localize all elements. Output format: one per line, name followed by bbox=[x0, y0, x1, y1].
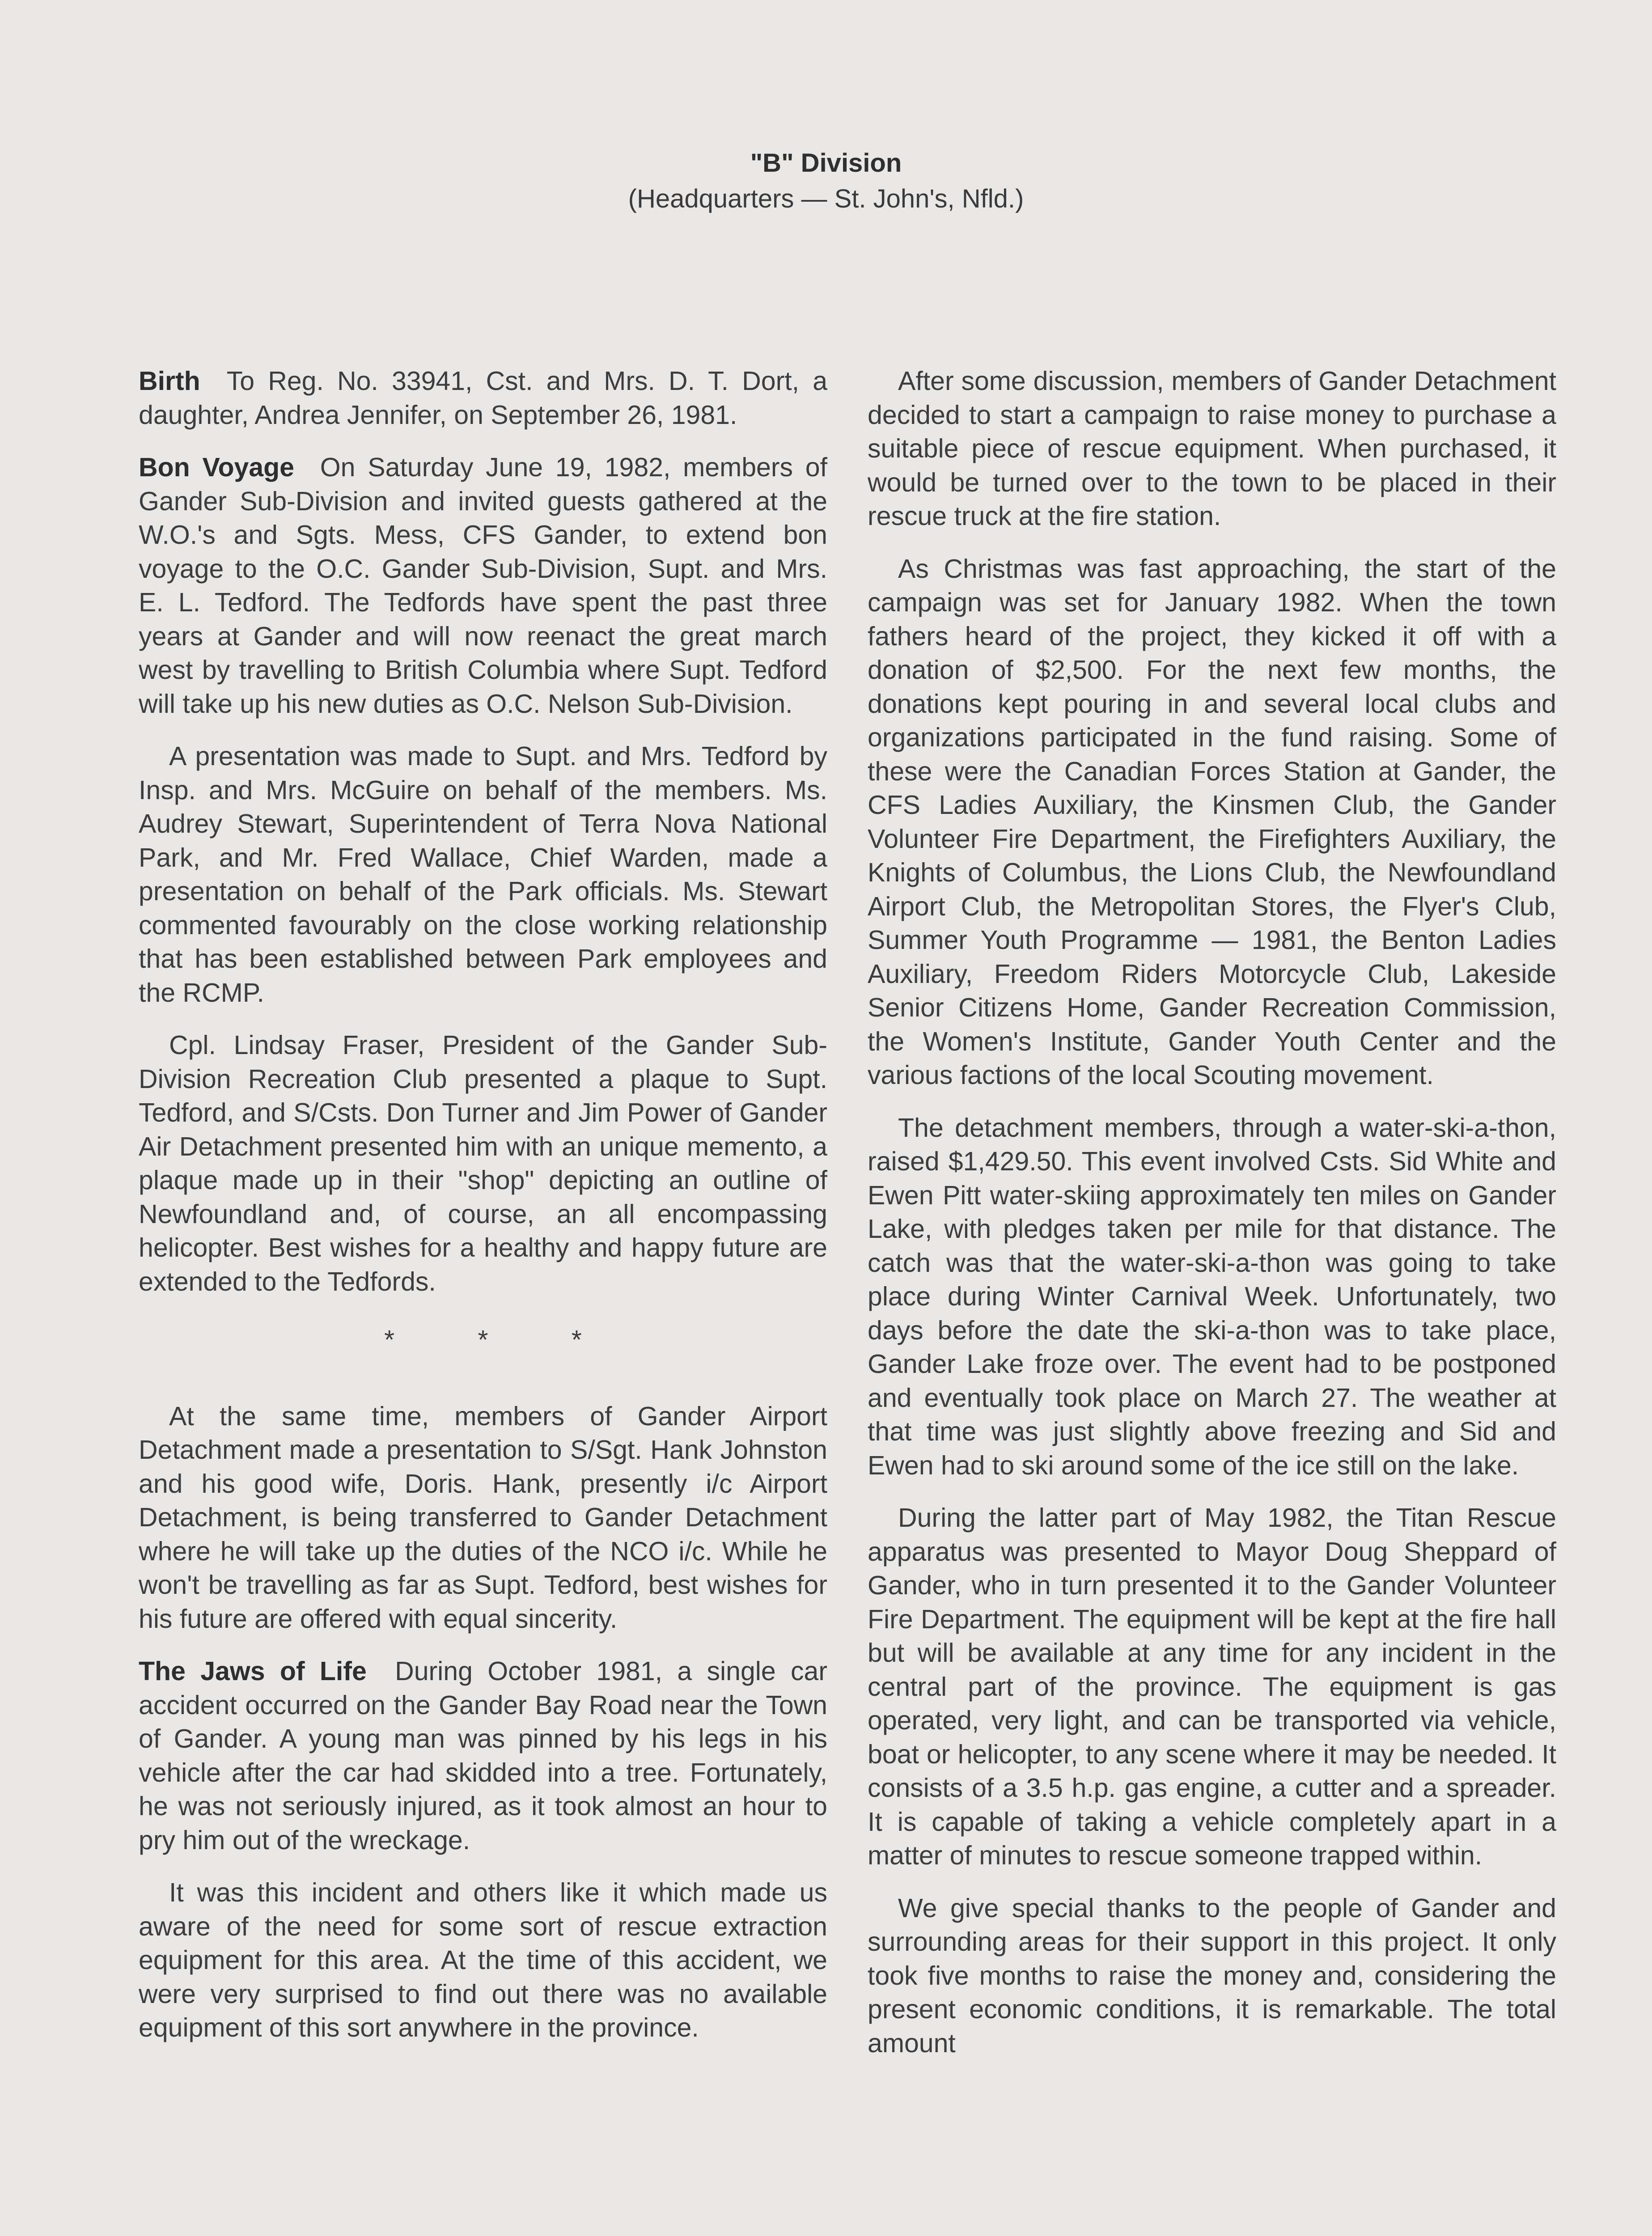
presentation-paragraph: A presentation was made to Supt. and Mrs. Tedford by Insp. and Mrs. McGuire on behalf of the members. Ms. Audrey Stewart, Superintendent of Terra Nova National Park, and Mr. Fred Wallace, Chief Warden, made a presentation on behalf of the Park officials. Ms. Stewart commented favourably on the close working relationship that has been established between Park employees and the RCMP. bbox=[139, 741, 827, 1008]
waterski-paragraph: The detachment members, through a water-ski-a-thon, raised $1,429.50. This event involved Csts. Sid White and Ewen Pitt water-skiing approximately ten miles on Gander Lake, with pledges taken per mile for that distance. The catch was that the water-ski-a-thon was going to take place during Winter Carnival Week. Unfortunately, two days before the date the ski-a-thon was to take place, Gander Lake froze over. The event had to be postponed and eventually took place on March 27. The weather at that time was just slightly above freezing and Sid and Ewen had to ski around some of the ice still on the lake. bbox=[868, 1113, 1556, 1480]
division-subtitle: (Headquarters — St. John's, Nfld.) bbox=[628, 184, 1024, 213]
jaws-heading: The Jaws of Life bbox=[139, 1656, 367, 1686]
campaign-paragraph: After some discussion, members of Gander Detachment decided to start a campaign to raise money to purchase a suitable piece of rescue equipment. When purchased, it would be turned over to the town to be placed in their rescue truck at the fire station. bbox=[868, 366, 1556, 531]
christmas-paragraph: As Christmas was fast approaching, the start of the campaign was set for January 1982. When the town fathers heard of the project, they kicked it off with a donation of $2,500. For the next few months, the donations kept pouring in and several local clubs and organizations participated in the fund raising. Some of these were the Canadian Forces Station at Gander, the CFS Ladies Auxiliary, the Kinsmen Club, the Gander Volunteer Fire Department, the Firefighters Auxiliary, the Knights of Columbus, the Lions Club, the Newfoundland Airport Club, the Metropolitan Stores, the Flyer's Club, Summer Youth Programme — 1981, the Benton Ladies Auxiliary, Freedom Riders Motorcycle Club, Lakeside Senior Citizens Home, Gander Recreation Commission, the Women's Institute, Gander Youth Center and the various factions of the local Scouting movement. bbox=[868, 554, 1556, 1090]
left-column bbox=[139, 364, 827, 2064]
birth-heading: Birth bbox=[139, 366, 200, 396]
jaws-text: During October 1981, a single car accident occurred on the Gander Bay Road near the Town of Gander. A young man was pinned by his legs in his vehicle after the car had skidded into a tree. Fortunately, he was not seriously injured, as it took almost an hour to pry him out of the wreckage. bbox=[139, 1656, 827, 1855]
fraser-paragraph: Cpl. Lindsay Fraser, President of the Gander Sub-Division Recreation Club presented a plaque to Supt. Tedford, and S/Csts. Don Turner and Jim Power of Gander Air Detachment presented him with an unique memento, a plaque made up in their "shop" depicting an outline of Newfoundland and, of course, an all encompassing helicopter. Best wishes for a healthy and happy future are extended to the Tedfords. bbox=[139, 1030, 827, 1296]
right-column bbox=[868, 364, 1556, 2079]
birth-paragraph bbox=[139, 364, 827, 432]
incident-paragraph: It was this incident and others like it which made us aware of the need for some sort of rescue extraction equipment for this area. At the time of this accident, we were very surprised to find out there was no available equipment of this sort anywhere in the province. bbox=[139, 1878, 827, 2042]
airport-paragraph: At the same time, members of Gander Airport Detachment made a presentation to S/Sgt. Hank Johnston and his good wife, Doris. Hank, presently i/c Airport Detachment, is being transferred to Gander Detachment where he will take up the duties of the NCO i/c. While he won't be travelling as far as Supt. Tedford, best wishes for his future are offered with equal sincerity. bbox=[139, 1401, 827, 1634]
birth-text: To Reg. No. 33941, Cst. and Mrs. D. T. Dort, a daughter, Andrea Jennifer, on September 26, 1981. bbox=[139, 366, 828, 430]
jaws-paragraph bbox=[139, 1655, 827, 1857]
thanks-paragraph: We give special thanks to the people of Gander and surrounding areas for their support in this project. It only took five months to raise the money and, considering the present economic conditions, it is remarkable. The total amount bbox=[868, 1893, 1556, 2058]
bon-voyage-text: On Saturday June 19, 1982, members of Gander Sub-Division and invited guests gathered at the W.O.'s and Sgts. Mess, CFS Gander, to extend bon voyage to the O.C. Gander Sub-Division, Supt. and Mrs. E. L. Tedford. The Tedfords have spent the past three years at Gander and will now reenact the great march west by travelling to British Columbia where Supt. Tedford will take up his new duties as O.C. Nelson Sub-Division. bbox=[139, 453, 827, 719]
bon-voyage-paragraph bbox=[139, 451, 827, 721]
titan-paragraph: During the latter part of May 1982, the Titan Rescue apparatus was presented to Mayor Doug Sheppard of Gander, who in turn presented it to the Gander Volunteer Fire Department. The equipment will be kept at the fire hall but will be available at any time for any incident in the central part of the province. The equipment is gas operated, very light, and can be transported via vehicle, boat or helicopter, to any scene where it may be needed. It consists of a 3.5 h.p. gas engine, a cutter and a spreader. It is capable of taking a vehicle completely apart in a matter of minutes to rescue someone trapped within. bbox=[868, 1503, 1556, 1870]
section-separator: * * * bbox=[384, 1325, 582, 1355]
page-header bbox=[0, 145, 1652, 217]
bon-voyage-heading: Bon Voyage bbox=[139, 453, 294, 482]
division-title: "B" Division bbox=[750, 148, 902, 178]
